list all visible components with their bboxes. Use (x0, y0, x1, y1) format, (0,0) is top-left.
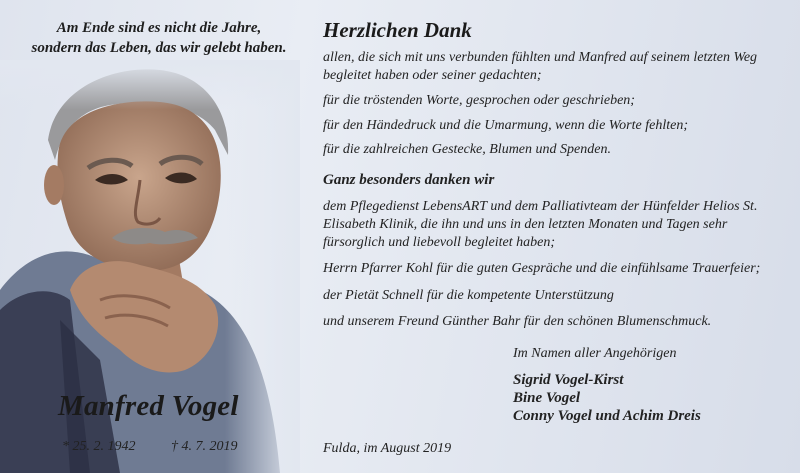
motto-line-2: sondern das Leben, das wir gelebt haben. (31, 40, 287, 56)
thanks-line-3: für den Händedruck und die Umarmung, wenn die Worte fehlten; (323, 118, 688, 133)
signers (513, 371, 701, 425)
signer-name: Sigrid Vogel-Kirst (513, 372, 624, 388)
deceased-name: Manfred Vogel (58, 390, 239, 422)
special-line-4: und unserem Freund Günther Bahr für den schönen Blumenschmuck. (323, 314, 712, 329)
place-date: Fulda, im August 2019 (323, 441, 452, 456)
thanks-line-1: allen, die sich mit uns verbunden fühlten und Manfred auf seinem letzten Weg begleitet haben oder seiner gedachten; (323, 50, 758, 83)
signer-name: Bine Vogel (513, 390, 581, 406)
thanks-line-4: für die zahlreichen Gestecke, Blumen und Spenden. (323, 142, 611, 157)
birth-date: * 25. 2. 1942 (62, 439, 136, 454)
motto-line-1: Am Ende sind es nicht die Jahre, (56, 20, 262, 36)
thanks-line-2: für die tröstenden Worte, gesprochen oder geschrieben; (323, 93, 635, 108)
special-line-1: dem Pflegedienst LebensART und dem Palliativteam der Hünfelder Helios St. Elisabeth Klinik, die ihn und uns in den letzten Monaten und Tagen sehr fürsorglich und liebevoll begleitet haben; (323, 199, 758, 250)
signer-name: Conny Vogel und Achim Dreis (513, 408, 701, 424)
life-dates (62, 439, 292, 455)
death-date: † 4. 7. 2019 (171, 439, 238, 454)
special-line-2: Herrn Pfarrer Kohl für die guten Gespräche und die einfühlsame Trauerfeier; (323, 261, 761, 276)
special-thanks-heading: Ganz besonders danken wir (323, 172, 495, 188)
special-line-3: der Pietät Schnell für die kompetente Unterstützung (323, 288, 614, 303)
signature-intro: Im Namen aller Angehörigen (513, 346, 677, 361)
motto (20, 18, 298, 58)
thanks-heading: Herzlichen Dank (323, 18, 472, 42)
